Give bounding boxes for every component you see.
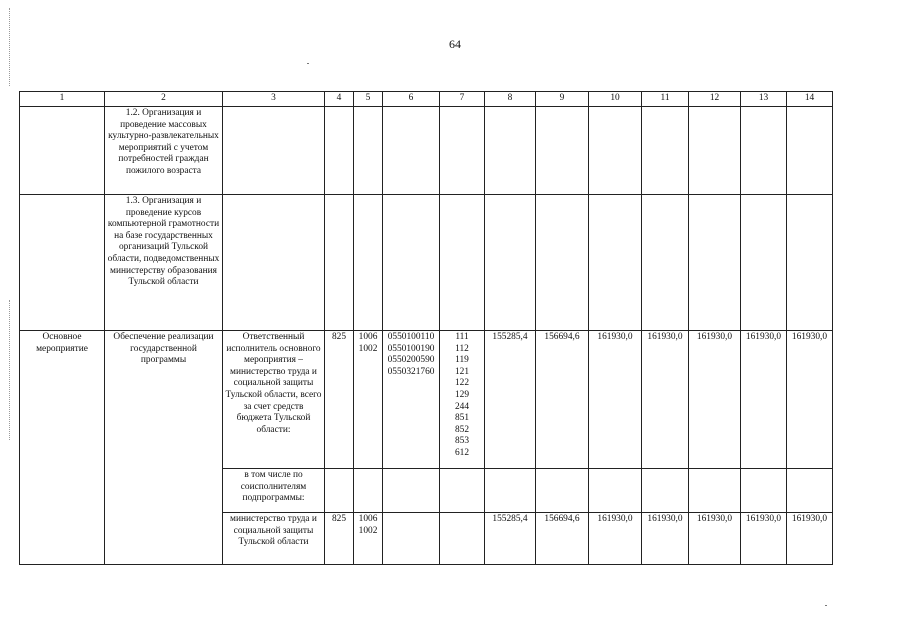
ministry-code: 825 [325, 331, 354, 469]
column-header: 9 [536, 92, 589, 107]
cell-empty [383, 195, 440, 331]
cell-empty [383, 107, 440, 195]
amount-col-10: 161930,0 [589, 331, 642, 469]
column-header: 13 [741, 92, 787, 107]
column-header: 2 [105, 92, 223, 107]
cell-empty [787, 107, 833, 195]
cell-empty [485, 469, 536, 513]
cell-empty [440, 107, 485, 195]
table-header-row [20, 92, 833, 107]
page-number: 64 [449, 37, 461, 51]
amount-col-9: 156694,6 [536, 513, 589, 565]
column-header: 10 [589, 92, 642, 107]
task-description: 1.2. Организация и проведение массовых культурно-развлекательных мероприятий с учетом потребностей граждан пожилого возраста [105, 107, 223, 195]
column-header: 8 [485, 92, 536, 107]
cell-empty [536, 469, 589, 513]
amount-col-8: 155285,4 [485, 331, 536, 469]
scan-artifact-left-bottom [9, 300, 10, 440]
cell-empty [689, 195, 741, 331]
co-executors-label: в том числе по соисполнителям подпрограммы: [223, 469, 325, 513]
amount-col-13: 161930,0 [741, 331, 787, 469]
section-codes: 1006 1002 [354, 513, 383, 565]
table-row-main-event [20, 331, 833, 469]
column-header: 7 [440, 92, 485, 107]
scan-artifact-dot [307, 63, 309, 64]
cell-empty [689, 107, 741, 195]
amount-col-14: 161930,0 [787, 331, 833, 469]
responsible-executor: Ответственный исполнитель основного мероприятия – министерство труда и социальной защиты Тульской области, всего за счет средств бюджета Тульской области: [223, 331, 325, 469]
column-header: 11 [642, 92, 689, 107]
column-header: 5 [354, 92, 383, 107]
column-header: 14 [787, 92, 833, 107]
amount-col-11: 161930,0 [642, 331, 689, 469]
cell-empty [325, 107, 354, 195]
amount-col-8: 155285,4 [485, 513, 536, 565]
cell-empty [20, 195, 105, 331]
column-header: 3 [223, 92, 325, 107]
scan-artifact-dot [825, 605, 827, 606]
cell-empty [589, 469, 642, 513]
cell-empty [223, 195, 325, 331]
cell-empty [20, 107, 105, 195]
event-description: Обеспечение реализации государственной программы [105, 331, 223, 565]
cell-empty [741, 469, 787, 513]
column-header: 1 [20, 92, 105, 107]
cell-empty [536, 195, 589, 331]
cell-empty [440, 513, 485, 565]
expense-type-codes: 111 112 119 121 122 129 244 851 852 853 612 [440, 331, 485, 469]
target-article-codes: 0550100110 0550100190 0550200590 0550321760 [383, 331, 440, 469]
cell-empty [589, 195, 642, 331]
cell-empty [440, 469, 485, 513]
cell-empty [354, 469, 383, 513]
section-codes: 1006 1002 [354, 331, 383, 469]
cell-empty [689, 469, 741, 513]
cell-empty [354, 195, 383, 331]
cell-empty [787, 469, 833, 513]
cell-empty [440, 195, 485, 331]
cell-empty [325, 195, 354, 331]
amount-col-13: 161930,0 [741, 513, 787, 565]
cell-empty [354, 107, 383, 195]
event-type-label: Основное мероприятие [20, 331, 105, 565]
amount-col-12: 161930,0 [689, 513, 741, 565]
table-row-task-1-2 [20, 107, 833, 195]
amount-col-10: 161930,0 [589, 513, 642, 565]
cell-empty [383, 469, 440, 513]
amount-col-14: 161930,0 [787, 513, 833, 565]
cell-empty [223, 107, 325, 195]
column-header: 4 [325, 92, 354, 107]
scan-artifact-left-top [9, 8, 10, 86]
cell-empty [642, 195, 689, 331]
table-row-task-1-3 [20, 195, 833, 331]
co-executor-name: министерство труда и социальной защиты Тульской области [223, 513, 325, 565]
cell-empty [741, 195, 787, 331]
cell-empty [741, 107, 787, 195]
cell-empty [485, 195, 536, 331]
cell-empty [642, 469, 689, 513]
column-header: 12 [689, 92, 741, 107]
cell-empty [787, 195, 833, 331]
amount-col-9: 156694,6 [536, 331, 589, 469]
cell-empty [589, 107, 642, 195]
amount-col-11: 161930,0 [642, 513, 689, 565]
amount-col-12: 161930,0 [689, 331, 741, 469]
budget-table [19, 91, 833, 565]
task-description: 1.3. Организация и проведение курсов компьютерной грамотности на базе государственных организаций Тульской области, подведомственных министерству образования Тульской области [105, 195, 223, 331]
cell-empty [383, 513, 440, 565]
cell-empty [325, 469, 354, 513]
cell-empty [642, 107, 689, 195]
cell-empty [536, 107, 589, 195]
ministry-code: 825 [325, 513, 354, 565]
column-header: 6 [383, 92, 440, 107]
cell-empty [485, 107, 536, 195]
